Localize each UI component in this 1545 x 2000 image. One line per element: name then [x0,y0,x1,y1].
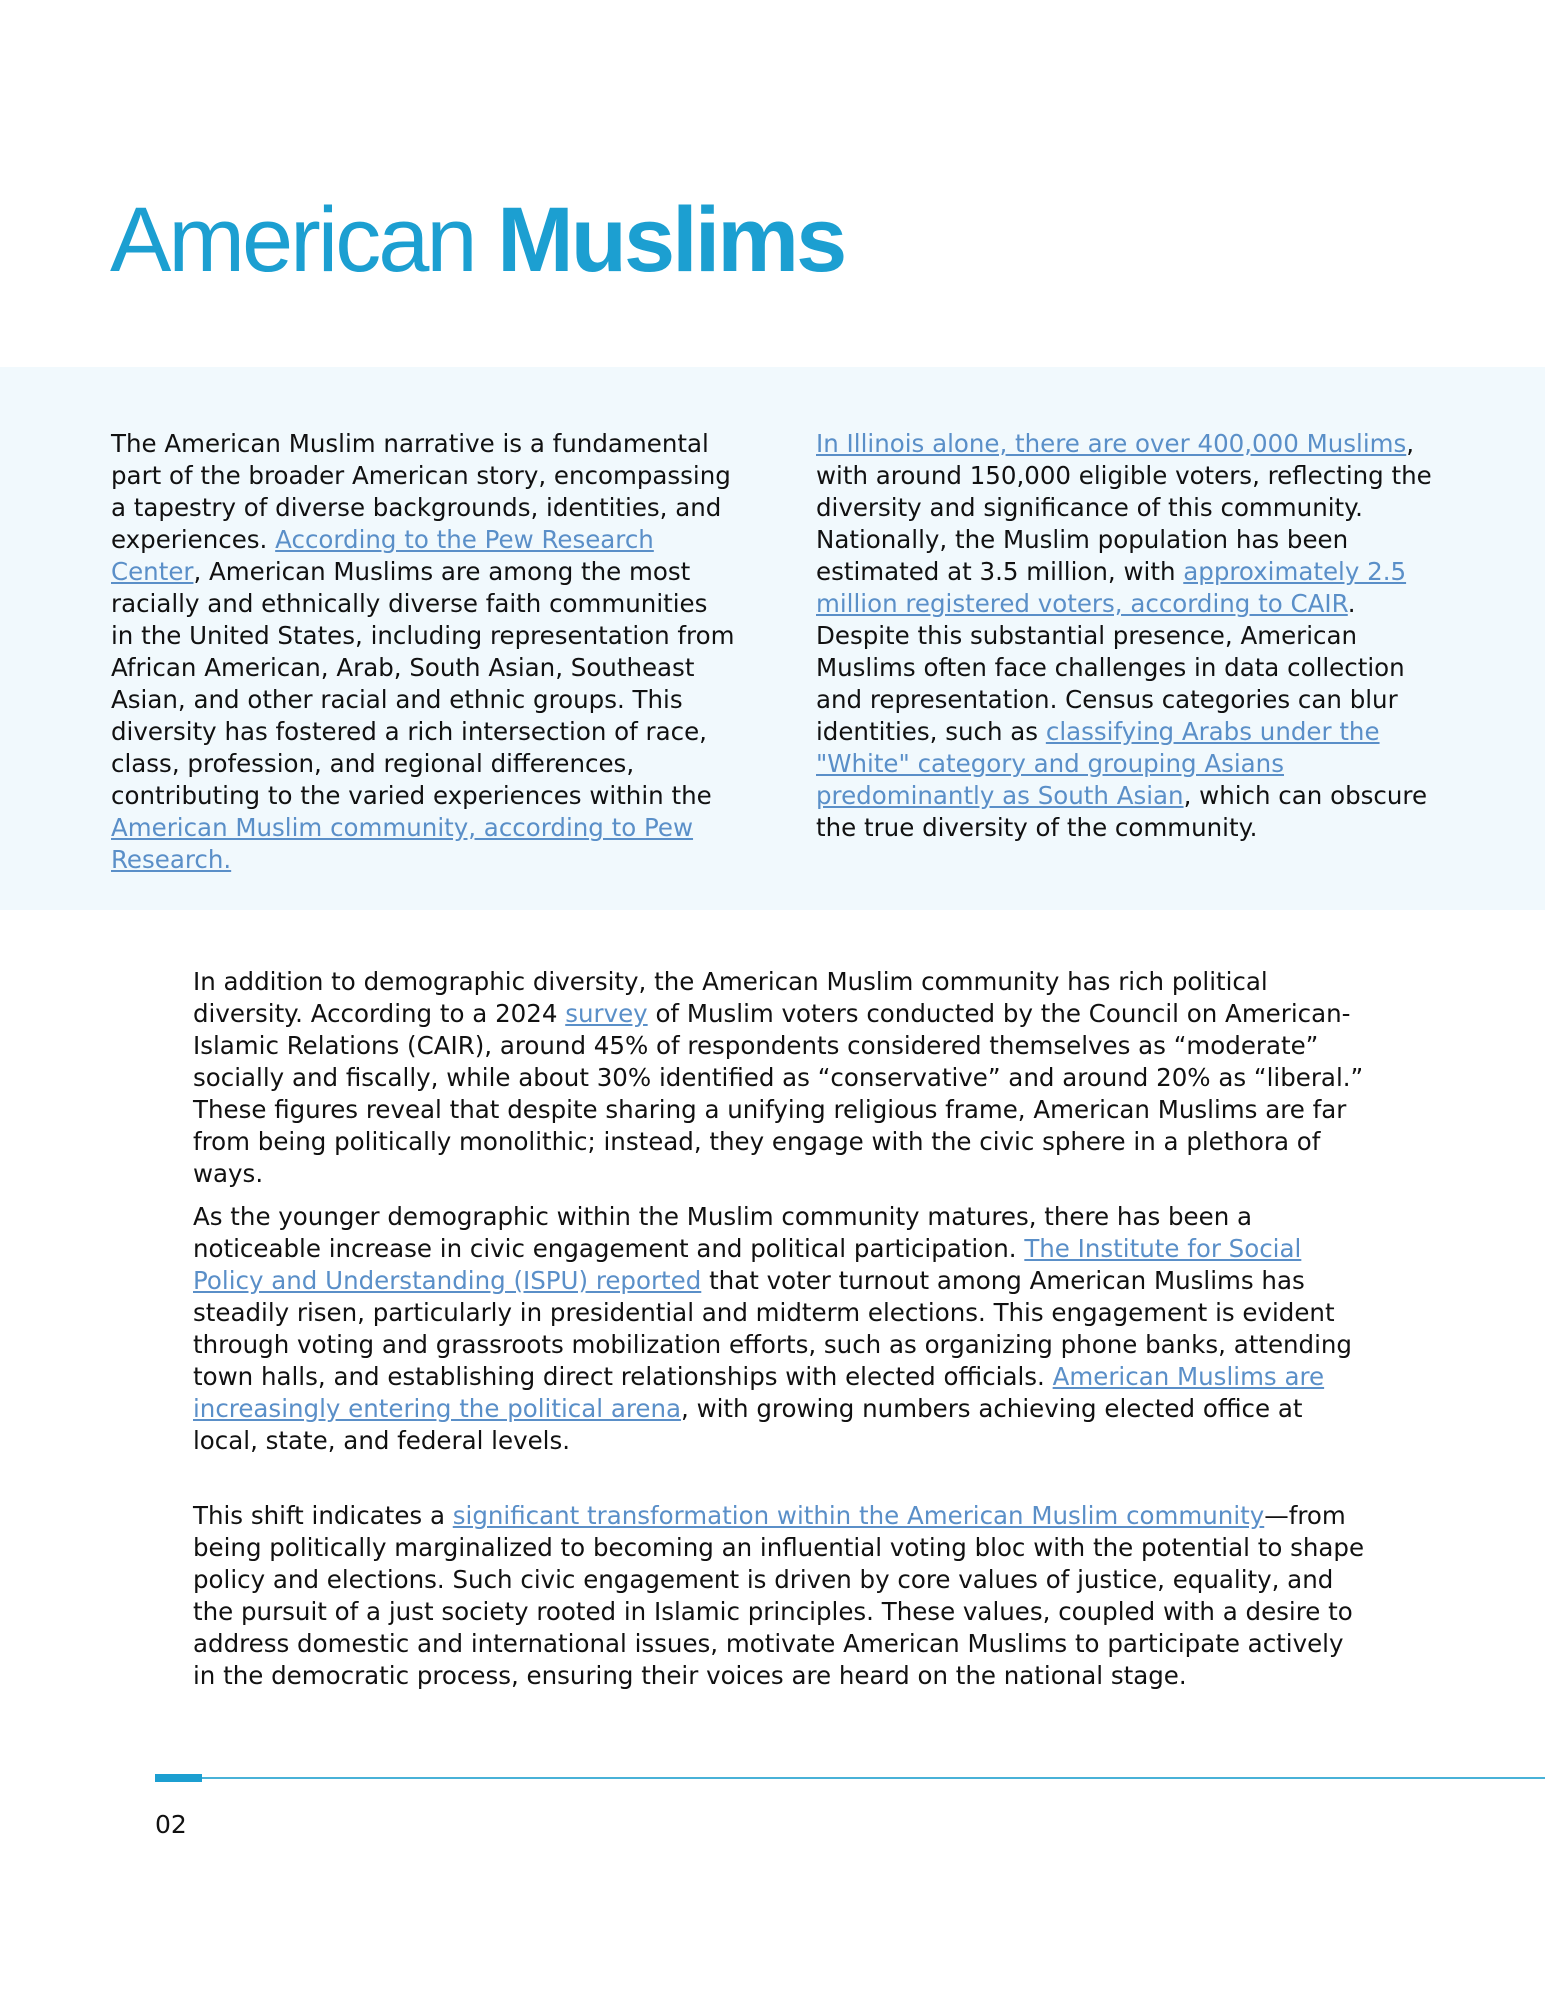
pew-community-link[interactable]: American Muslim community, according to Pew Research. [111,813,694,874]
para1-text-2: of Muslim voters conducted by the Council on American-Islamic Relations (CAIR), around 45% of respondents considered themselves as “moderate” socially and fiscally, while about 30% identified as “conservative” and around 20% as “liberal.” These figures reveal that despite sharing a unifying religious frame, American Muslims are far from being politically monolithic; instead, they engage with the civic sphere in a plethora of ways. [193,999,1364,1188]
page-number: 02 [155,1810,187,1839]
title-bold: Muslims [497,189,845,291]
intro-right-column [816,428,1456,844]
intro-right-text-1: , with around 150,000 eligible voters, reflecting the diversity and significance of this community. Nationally, the Muslim population has been estimated at 3.5 million, with [816,429,1432,586]
footer-divider [155,1777,1545,1779]
title-light: American [110,189,475,291]
para2-text-1: As the younger demographic within the Muslim community matures, there has been a noticeable increase in civic engagement and political participation. [193,1202,1253,1263]
para2-text-3: , with growing numbers achieving elected office at local, state, and federal levels. [193,1394,1303,1455]
survey-link[interactable]: survey [565,999,648,1028]
paragraph-transformation [193,1500,1373,1692]
illinois-muslims-link[interactable]: In Illinois alone, there are over 400,000 Muslims [816,429,1407,458]
political-arena-link[interactable]: American Muslims are increasingly entering the political arena [193,1362,1325,1423]
intro-left-text-1: The American Muslim narrative is a fundamental part of the broader American story, encompassing a tapestry of diverse backgrounds, identities, and experiences. [111,429,731,554]
transformation-link[interactable]: significant transformation within the American Muslim community [452,1501,1265,1530]
footer-accent-bar [155,1774,202,1782]
intro-left-column [111,428,736,876]
page-title [110,185,844,295]
pew-research-link[interactable]: According to the Pew Research Center [111,525,654,586]
para3-text-1: This shift indicates a [193,1501,453,1530]
paragraph-civic-engagement [193,1201,1373,1457]
census-categories-link[interactable]: classifying Arabs under the "White" category and grouping Asians predominantly as South Asian [816,717,1380,810]
para2-text-2: that voter turnout among American Muslims has steadily risen, particularly in presidential and midterm elections. This engagement is evident through voting and grassroots mobilization efforts, such as organizing phone banks, attending town halls, and establishing direct relationships with elected officials. [193,1266,1352,1391]
ispu-link[interactable]: The Institute for Social Policy and Understanding (ISPU) reported [193,1234,1302,1295]
para1-text-1: In addition to demographic diversity, the American Muslim community has rich political diversity. According to a 2024 [193,967,1268,1028]
paragraph-political-diversity [193,966,1373,1190]
cair-voters-link[interactable]: approximately 2.5 million registered voters, according to CAIR [816,557,1407,618]
intro-right-text-3: , which can obscure the true diversity of the community. [816,781,1428,842]
intro-left-text-2: , American Muslims are among the most racially and ethnically diverse faith communities in the United States, including representation from African American, Arab, South Asian, Southeast Asian, and other racial and ethnic groups. This diversity has fostered a rich intersection of race, class, profession, and regional differences, contributing to the varied experiences within the [111,557,735,810]
para3-text-2: —from being politically marginalized to becoming an influential voting bloc with the potential to shape policy and elections. Such civic engagement is driven by core values of justice, equality, and the pursuit of a just society rooted in Islamic principles. These values, coupled with a desire to address domestic and international issues, motivate American Muslims to participate actively in the democratic process, ensuring their voices are heard on the national stage. [193,1501,1365,1690]
intro-right-text-2: . Despite this substantial presence, American Muslims often face challenges in data collection and representation. Census categories can blur identities, such as [816,589,1405,746]
